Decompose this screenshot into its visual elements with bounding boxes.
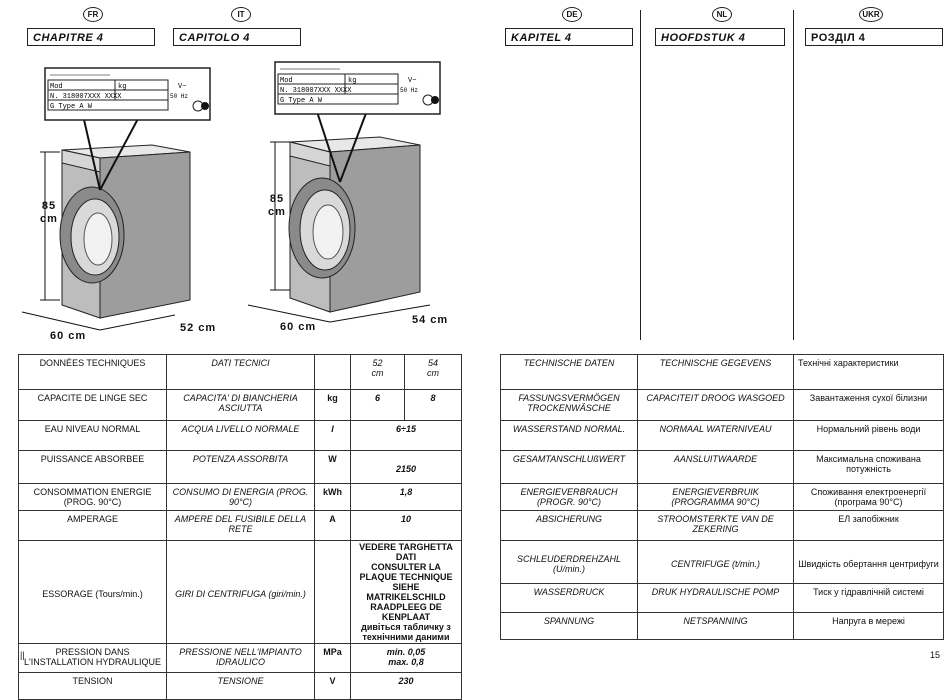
cell-it: POTENZA ASSORBITA — [167, 451, 315, 484]
header-nl: TECHNISCHE GEGEVENS — [638, 355, 794, 390]
cell-value: 2150 — [351, 451, 462, 484]
table-row — [501, 421, 944, 451]
plate-hz: 50 Hz — [170, 93, 189, 100]
cell-it: TENSIONE — [167, 673, 315, 700]
table-row — [501, 484, 944, 511]
plate2-kg: kg — [348, 77, 357, 85]
cell-it: AMPERE DEL FUSIBILE DELLA RETE — [167, 511, 315, 541]
chapter-title-ukr: РОЗДІЛ 4 — [805, 28, 943, 46]
table-row — [19, 390, 462, 421]
spec-table-fr-it — [18, 354, 462, 700]
cell-ua: Швидкість обертання центрифуги — [794, 541, 944, 584]
cell-de: WASSERDRUCK — [501, 584, 638, 613]
right-page — [475, 0, 950, 667]
left-page-mark: || — [20, 650, 25, 660]
cell-fr: CONSOMMATION ENERGIE (PROG. 90°C) — [19, 484, 167, 511]
cell-nl: DRUK HYDRAULISCHE POMP — [638, 584, 794, 613]
plate2-g: G Type A W — [280, 97, 323, 105]
cell-de: WASSERSTAND NORMAL. — [501, 421, 638, 451]
cell-unit: l — [315, 421, 351, 451]
cell-fr: PUISSANCE ABSORBEE — [19, 451, 167, 484]
chapter-title-de: KAPITEL 4 — [505, 28, 633, 46]
table-row — [501, 541, 944, 584]
cell-de: SCHLEUDERDREHZAHL (U/min.) — [501, 541, 638, 584]
cell-value: 1,8 — [351, 484, 462, 511]
cell-value: 10 — [351, 511, 462, 541]
plate2-hz: 50 Hz — [400, 87, 419, 94]
header-it: DATI TECNICI — [167, 355, 315, 390]
cell-ua: Споживання електроенергії (програма 90°C) — [794, 484, 944, 511]
cell-fr: EAU NIVEAU NORMAL — [19, 421, 167, 451]
plate-g: G Type A W — [50, 103, 93, 111]
cell-de: GESAMTANSCHLUßWERT — [501, 451, 638, 484]
cell-value-see-plate: VEDERE TARGHETTA DATI CONSULTER LA PLAQUE TECHNIQUE SIEHE MATRIKELSCHILD RAADPLEEG DE KENPLAAT дивіться табличку з технічними даними — [351, 541, 462, 644]
header-de: TECHNISCHE DATEN — [501, 355, 638, 390]
rating-plate-2 — [275, 62, 440, 114]
table-row — [501, 511, 944, 541]
cell-it: CONSUMO DI ENERGIA (PROG. 90°C) — [167, 484, 315, 511]
cell-nl: NORMAAL WATERNIVEAU — [638, 421, 794, 451]
plate-n: N. 318007XXX XXXX — [50, 93, 122, 101]
header-fr: DONNÉES TECHNIQUES — [19, 355, 167, 390]
cell-ua: Нормальний рівень води — [794, 421, 944, 451]
cell-it: ACQUA LIVELLO NORMALE — [167, 421, 315, 451]
page-number: 15 — [930, 650, 941, 660]
lang-badge-ukr: UKR — [859, 7, 883, 22]
chapter-title-it: CAPITOLO 4 — [173, 28, 301, 46]
cell-unit: kg — [315, 390, 351, 421]
cell-it: CAPACITA' DI BIANCHERIA ASCIUTTA — [167, 390, 315, 421]
cell-unit — [315, 541, 351, 644]
cell-fr: CAPACITE DE LINGE SEC — [19, 390, 167, 421]
width-dim-2: 60 cm — [280, 321, 317, 333]
table-header-row — [19, 355, 462, 390]
table-row — [501, 451, 944, 484]
lang-badge-de: DE — [562, 7, 582, 22]
cell-fr: PRESSION DANS L'INSTALLATION HYDRAULIQUE — [19, 644, 167, 673]
cell-nl: CENTRIFUGE (t/min.) — [638, 541, 794, 584]
table-row — [501, 613, 944, 640]
header-ua: Технічні характеристики — [794, 355, 944, 390]
cell-it: PRESSIONE NELL'IMPIANTO IDRAULICO — [167, 644, 315, 673]
cell-value: min. 0,05 max. 0,8 — [351, 644, 462, 673]
table-row — [501, 584, 944, 613]
cell-ua: Тиск у гідравлічній системі — [794, 584, 944, 613]
cell-ua: ЕЛ запобіжник — [794, 511, 944, 541]
cell-value-54: 8 — [405, 390, 462, 421]
plate2-v: V~ — [408, 77, 417, 85]
width-dim-1: 60 cm — [50, 330, 87, 342]
plate-kg: kg — [118, 83, 127, 91]
lang-badge-nl: NL — [712, 7, 732, 22]
depth-dim-2: 54 cm — [412, 314, 449, 326]
cell-ua: Завантаження сухої білизни — [794, 390, 944, 421]
lang-badge-fr: FR — [83, 7, 103, 22]
cell-nl: ENERGIEVERBRUIK (PROGRAMMA 90°C) — [638, 484, 794, 511]
cell-it: GIRI DI CENTRIFUGA (giri/min.) — [167, 541, 315, 644]
depth-dim-1: 52 cm — [180, 322, 217, 334]
cell-fr: AMPERAGE — [19, 511, 167, 541]
rating-plate-1 — [45, 68, 210, 120]
cell-nl: STROOMSTERKTE VAN DE ZEKERING — [638, 511, 794, 541]
cell-de: ENERGIEVERBRAUCH (PROGR. 90°C) — [501, 484, 638, 511]
cell-nl: AANSLUITWAARDE — [638, 451, 794, 484]
cell-fr: TENSION — [19, 673, 167, 700]
cell-fr: ESSORAGE (Tours/min.) — [19, 541, 167, 644]
table-row — [19, 421, 462, 451]
chapter-title-nl: HOOFDSTUK 4 — [655, 28, 785, 46]
cell-ua: Напруга в мережі — [794, 613, 944, 640]
cell-nl: CAPACITEIT DROOG WASGOED — [638, 390, 794, 421]
table-row — [19, 644, 462, 673]
table-row — [19, 511, 462, 541]
table-header-row — [501, 355, 944, 390]
table-row — [501, 390, 944, 421]
cell-ua: Максимальна споживана потужність — [794, 451, 944, 484]
table-row — [19, 673, 462, 700]
height-dim-1: 85 cm — [40, 200, 58, 225]
cell-unit: A — [315, 511, 351, 541]
cell-de: ABSICHERUNG — [501, 511, 638, 541]
cell-value: 6÷15 — [351, 421, 462, 451]
header-unit — [315, 355, 351, 390]
table-row — [19, 484, 462, 511]
cell-unit: kWh — [315, 484, 351, 511]
left-page — [0, 0, 475, 686]
cell-de: FASSUNGSVERMÖGEN TROCKENWÄSCHE — [501, 390, 638, 421]
plate-v: V~ — [178, 83, 187, 91]
cell-value: 230 — [351, 673, 462, 700]
cell-de: SPANNUNG — [501, 613, 638, 640]
lang-badge-it: IT — [231, 7, 251, 22]
cell-nl: NETSPANNING — [638, 613, 794, 640]
table-row — [19, 451, 462, 484]
table-row — [19, 541, 462, 644]
washing-machine-diagram — [0, 0, 475, 345]
spec-table-de-nl-ua — [500, 354, 944, 640]
height-dim-2: 85 cm — [268, 193, 286, 218]
chapter-title-fr: CHAPITRE 4 — [27, 28, 155, 46]
cell-unit: W — [315, 451, 351, 484]
plate2-n: N. 318007XXX XXXX — [280, 87, 352, 95]
header-54cm: 54 cm — [405, 355, 462, 390]
plate2-mod: Mod — [280, 77, 293, 85]
cell-unit: MPa — [315, 644, 351, 673]
cell-value-52: 6 — [351, 390, 405, 421]
cell-unit: V — [315, 673, 351, 700]
plate-mod: Mod — [50, 83, 63, 91]
header-52cm: 52 cm — [351, 355, 405, 390]
